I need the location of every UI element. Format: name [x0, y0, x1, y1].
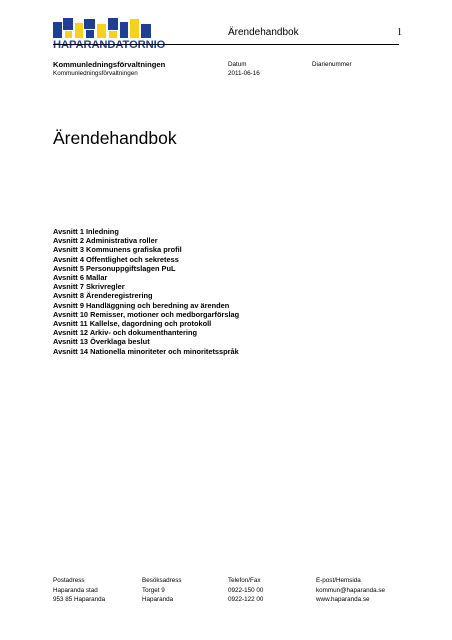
toc-item: Avsnitt 4 Offentlighet och sekretess — [53, 254, 179, 264]
toc-item: Avsnitt 1 Inledning — [53, 227, 119, 236]
toc-item: Avsnitt 5 Personuppgiftslagen PuL — [53, 263, 176, 273]
department-name: Kommunledningsförvaltningen — [53, 70, 138, 77]
toc-item: Avsnitt 13 Överklaga beslut — [53, 337, 150, 347]
footer-besoksadress-line1: Torget 9 — [142, 586, 165, 594]
footer-postadress-line1: Haparanda stad — [53, 586, 98, 594]
logo-wordmark — [53, 39, 165, 51]
toc-item: Avsnitt 3 Kommunens grafiska profil — [53, 245, 182, 255]
logo-word-tornio: TORNIO — [122, 39, 166, 51]
footer-telefon — [228, 576, 263, 605]
footer-besoksadress-line2: Haparanda — [142, 596, 174, 603]
toc-item: Avsnitt 14 Nationella minoriteter och minoritetsspråk — [53, 346, 239, 356]
footer-besoksadress — [142, 576, 182, 605]
date-value: 2011-06-16 — [228, 70, 260, 77]
toc-item: Avsnitt 8 Ärenderegistrering — [53, 291, 153, 301]
header-title: Ärendehandbok — [228, 27, 299, 38]
toc-item: Avsnitt 6 Mallar — [53, 273, 108, 283]
toc-item: Avsnitt 12 Arkiv- och dokumenthantering — [53, 328, 198, 338]
footer-email: kommun@haparanda.se — [316, 586, 386, 594]
footer-postadress — [53, 576, 105, 605]
footer-telefon-label: Telefon/Fax — [228, 577, 261, 584]
toc-item: Avsnitt 7 Skrivregler — [53, 282, 125, 292]
footer-website: www.haparanda.se — [316, 596, 370, 603]
logo-graphic — [53, 16, 178, 40]
toc-item: Avsnitt 9 Handläggning och beredning av ärenden — [53, 300, 230, 310]
footer-telefon-line1: 0922-150 00 — [228, 586, 264, 594]
logo-word-haparanda: HAPARANDA — [53, 39, 123, 51]
footer-telefon-line2: 0922-122 00 — [228, 596, 264, 603]
diarienummer-label: Diarienummer — [312, 61, 352, 68]
footer-postadress-label: Postadress — [53, 577, 85, 584]
date-label: Datum — [228, 61, 247, 68]
toc-item: Avsnitt 2 Administrativa roller — [53, 236, 158, 246]
toc-item: Avsnitt 10 Remisser, motioner och medborgarförslag — [53, 309, 240, 319]
footer-postadress-line2: 953 85 Haparanda — [53, 596, 106, 603]
footer-besoksadress-label: Besöksadress — [142, 577, 182, 584]
document-title: Ärendehandbok — [53, 128, 177, 148]
table-of-contents — [53, 227, 239, 356]
organization-name: Kommunledningsförvaltningen — [53, 60, 166, 69]
toc-item: Avsnitt 11 Kallelse, dagordning och protokoll — [53, 319, 212, 329]
footer-epost — [316, 576, 385, 605]
footer-epost-label: E-post/Hemsida — [316, 577, 361, 584]
haparanda-tornio-logo — [53, 16, 178, 62]
page-number: 1 — [397, 27, 402, 38]
header-divider — [53, 44, 399, 45]
